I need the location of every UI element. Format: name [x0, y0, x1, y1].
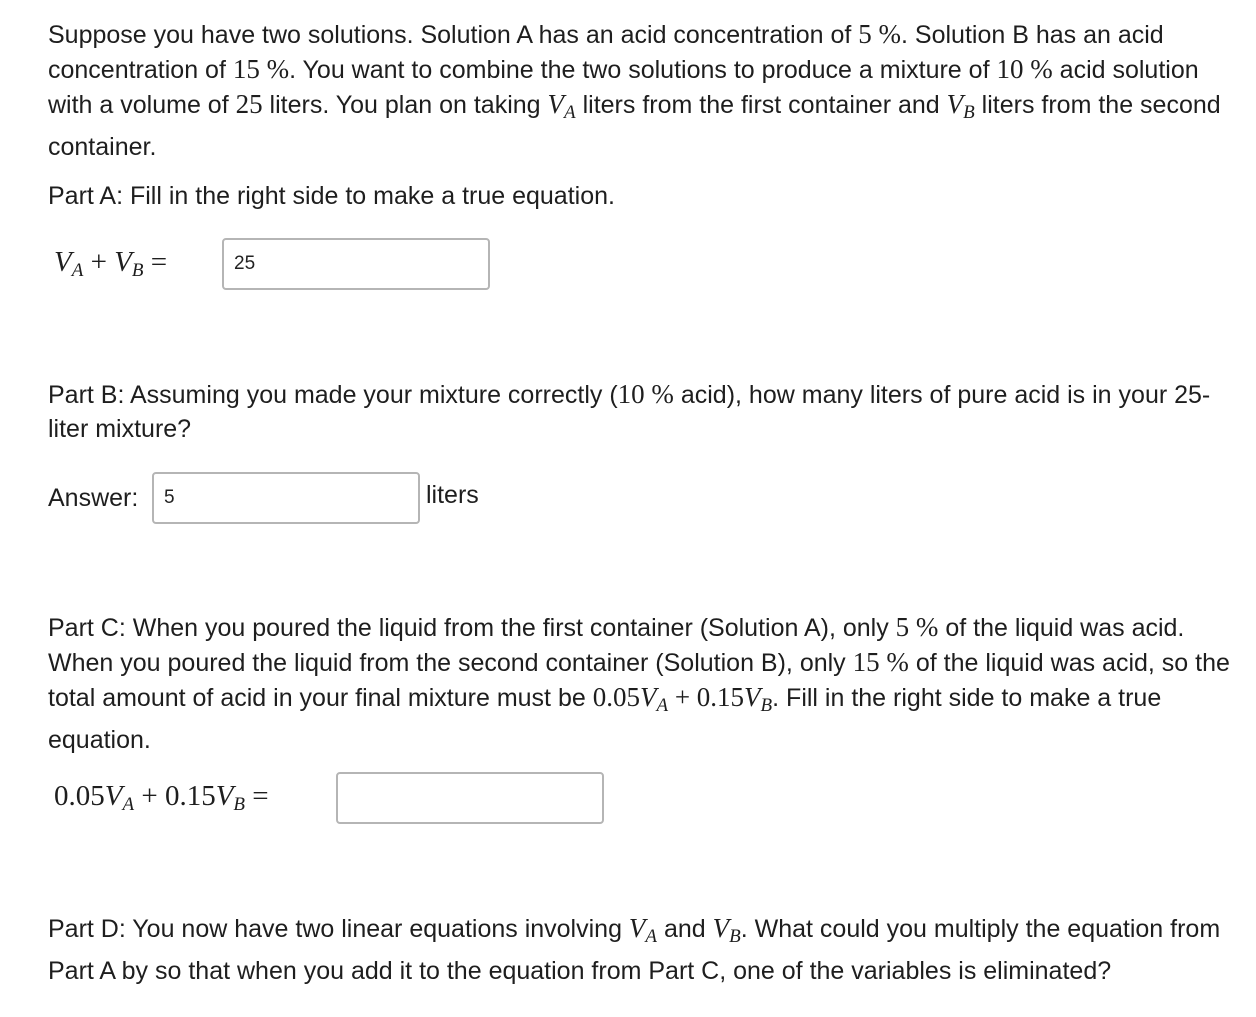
part-c-percent-a: 5 % — [895, 612, 939, 642]
part-c-text: . Fill in the right side to make a true equation. — [48, 684, 1162, 754]
var-va: V — [547, 89, 565, 119]
part-a-prompt: Part A: Fill in the right side to make a true equation. — [48, 182, 615, 210]
var-va: V — [639, 682, 657, 712]
mixture-percent: 10 % — [996, 54, 1053, 84]
part-c-text: of the liquid was acid, so the total amount of acid in your final mixture must be — [48, 649, 1230, 712]
part-d-text: Part D: You now have two linear equations involving — [48, 915, 629, 943]
var-vb: V — [712, 913, 730, 943]
part-a-answer-input[interactable] — [222, 238, 490, 290]
coef-b: 0.15 — [696, 682, 745, 712]
part-a-lhs: $V_A + V_B$ = — [54, 246, 175, 281]
part-c-text: of the liquid was acid. When you poured the liquid from the second container (Solution B), only — [48, 614, 1185, 677]
var-vb-subscript: B — [963, 102, 975, 123]
part-d-prompt — [48, 911, 1238, 988]
part-b-answer-row — [48, 472, 479, 524]
var-va-subscript: A — [645, 926, 658, 947]
part-d-text: . What could you multiply the equation from Part A by so that when you add it to the equation from Part C, one of the variables is eliminated? — [48, 915, 1221, 985]
part-c-lhs: $0.05V_A + 0.15V_B$ = — [54, 780, 276, 815]
part-c-prompt — [48, 610, 1238, 757]
part-c-text: Part C: When you poured the liquid from the first container (Solution A), only — [48, 614, 896, 642]
plus-sign: + — [668, 682, 697, 712]
part-b-percent: 10 % — [617, 379, 674, 409]
mixture-volume: 25 — [235, 89, 263, 119]
var-vb: V — [946, 89, 964, 119]
coef-a: 0.05 — [592, 682, 640, 712]
part-c-equation — [54, 772, 276, 824]
var-va: V — [628, 913, 646, 943]
var-vb: V — [744, 682, 761, 712]
solution-b-percent: 15 % — [232, 54, 290, 84]
intro-text: acid solution with a volume of — [48, 56, 1199, 119]
intro-text: Suppose you have two solutions. Solution A has an acid concentration of — [48, 21, 859, 49]
intro-text: . Solution B has an acid concentration of — [48, 21, 1164, 84]
var-vb-subscript: B — [729, 926, 741, 947]
problem-intro — [48, 17, 1238, 164]
intro-text: liters. You plan on taking — [262, 91, 548, 119]
part-b-text: Part B: Assuming you made your mixture correctly ( — [48, 381, 618, 409]
var-vb-subscript: B — [760, 695, 773, 716]
intro-text: . You want to combine the two solutions to produce a mixture of — [289, 56, 997, 84]
part-c-percent-b: 15 % — [852, 647, 909, 677]
var-va-subscript: A — [656, 695, 669, 716]
part-c-answer-input[interactable] — [336, 772, 604, 824]
intro-text: liters from the second container. — [48, 91, 1221, 161]
solution-a-percent: 5 % — [858, 19, 902, 49]
unit-label: liters — [426, 481, 479, 509]
part-b-answer-input[interactable] — [152, 472, 420, 524]
part-b-prompt — [48, 377, 1238, 446]
part-a-equation — [54, 238, 174, 290]
var-va-subscript: A — [564, 102, 576, 123]
intro-text: liters from the first container and — [575, 91, 947, 119]
part-d-text: and — [657, 915, 713, 943]
part-b-text: acid), how many liters of pure acid is in your 25-liter mixture? — [48, 381, 1211, 443]
answer-label: Answer: — [48, 483, 139, 512]
